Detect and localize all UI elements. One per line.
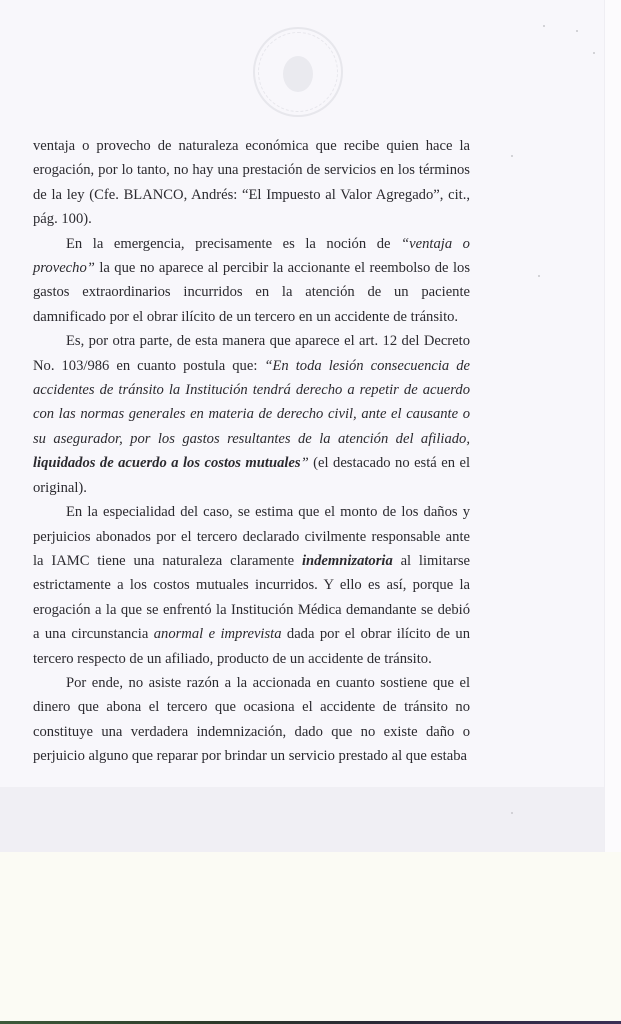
text-run: dada por el obrar ilícito de un tercero respecto de un afiliado, producto de un accidente de tránsito. [33, 626, 470, 667]
seal-emblem-icon [283, 56, 313, 92]
scan-speck [511, 812, 513, 814]
text-run: (el destacado no está en el original). [33, 455, 470, 496]
page-bottom-band [0, 787, 604, 852]
text-run: En la emergencia, precisamente es la noción de [66, 235, 402, 252]
text-run: la que no aparece al percibir la accionante el reembolso de los gastos extraordinarios incurridos en la atención de un paciente damnificado por el obrar ilícito de un tercero en un accidente de tránsito. [33, 260, 470, 325]
paragraph [33, 500, 470, 671]
italic-text-run: “ventaja o provecho” [33, 235, 470, 277]
paragraph [33, 232, 470, 330]
document-body [33, 134, 470, 769]
italic-text-run: anormal e imprevista [153, 626, 282, 643]
text-run: ventaja o provecho de naturaleza económica que recibe quien hace la erogación, por lo tanto, no hay una prestación de servicios en los términos de la ley (Cfe. BLANCO, Andrés: “El Impuesto al Valor Agregado”, cit., pág. 100). [33, 138, 470, 228]
scan-speck [593, 52, 595, 54]
text-run: Es, por otra parte, de esta manera que aparece el art. 12 del Decreto No. 103/986 en cuanto postula que: [33, 333, 470, 374]
scan-speck [576, 30, 578, 32]
paragraph [33, 329, 470, 500]
text-run: Por ende, no asiste razón a la accionada en cuanto sostiene que el dinero que abona el tercero que ocasiona el accidente de tránsito no constituye una verdadera indemnización, dado que no existe daño o perjuicio alguno que reparar por brindar un servicio prestado al que estaba [33, 674, 470, 765]
italic-text-run: “En toda lesión consecuencia de accidentes de tránsito la Institución tendrá derecho a repetir de acuerdo con las normas generales en materia de derecho civil, ante el causante o su asegurador, por los gastos resultantes de la atención del afiliado, [33, 357, 470, 447]
bold-italic-text-run: indemnizatoria [301, 552, 393, 569]
page-right-edge [604, 0, 621, 852]
italic-text-run: ” [300, 455, 309, 472]
scan-speck [543, 25, 545, 27]
text-run: al limitarse estrictamente a los costos mutuales incurridos. Y ello es así, porque la erogación a la que se enfrentó la Institución Médica demandante se debió a una circunstancia [33, 552, 470, 643]
scan-speck [538, 275, 540, 277]
paragraph [33, 671, 470, 769]
paragraph [33, 134, 470, 232]
text-run: En la especialidad del caso, se estima que el monto de los daños y perjuicios abonados por el tercero declarado civilmente responsable ante la IAMC tiene una naturaleza claramente [33, 504, 470, 569]
scan-speck [511, 155, 513, 157]
bold-italic-text-run: liquidados de acuerdo a los costos mutuales [33, 455, 301, 472]
